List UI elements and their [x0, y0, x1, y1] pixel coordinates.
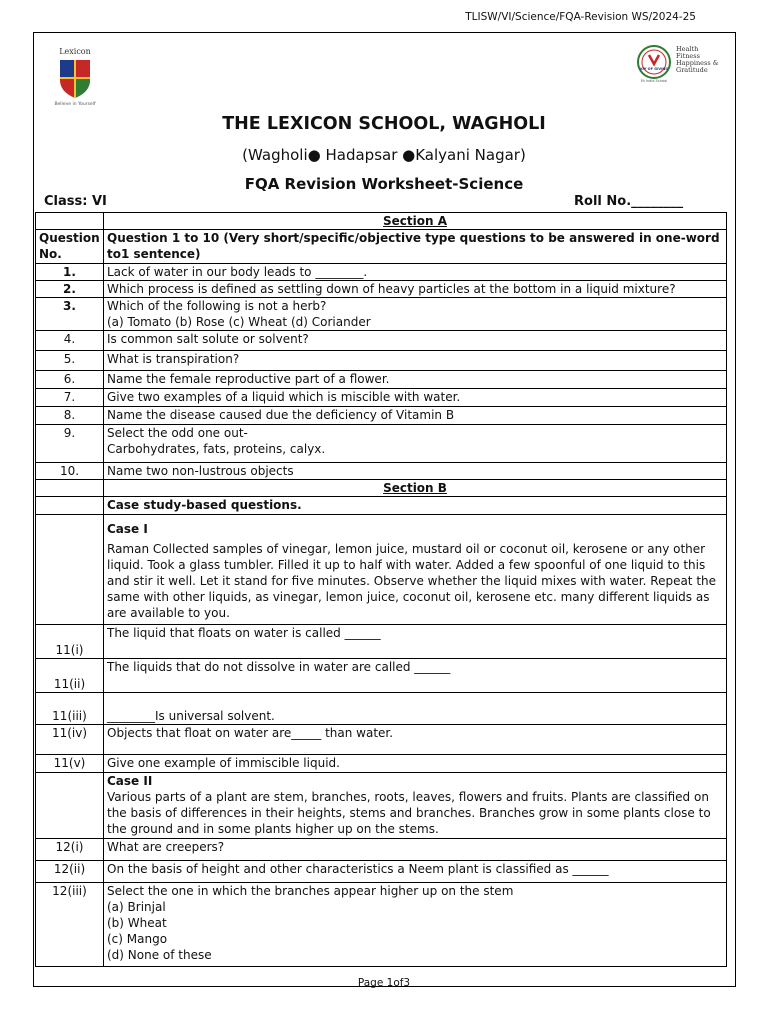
section-b-row — [36, 480, 727, 497]
section-a-header-row — [36, 230, 727, 264]
case-1-title: Case I — [107, 522, 148, 536]
case-1-passage: Raman Collected samples of vinegar, lemon juice, mustard oil or coconut oil, kerosene or any other liquid. Took a glass tumbler. Filled it up to half with water. Added a few spoonful of one liquid to this and stir it well. Let it stand for five minutes. Observe whether the liquid mixes with water. Repeat the same with other liquids, as vinegar, lemon juice, coconut oil, kerosene etc. many different liquids as are available to you. — [107, 542, 717, 620]
table-row: 10. Name two non-lustrous objects — [36, 463, 727, 480]
table-row: 12(iii) Select the one in which the branches appear higher up on the stem (a) Brinjal (b) Wheat (c) Mango (d) None of these — [36, 883, 727, 967]
case-2-row — [36, 773, 727, 839]
badge-line-4: Gratitude — [676, 66, 708, 74]
badge-line-3: Happiness & — [676, 59, 719, 67]
section-b-title: Section B — [104, 480, 727, 497]
table-row: 12(ii) On the basis of height and other characteristics a Neem plant is classified as ______ — [36, 861, 727, 883]
school-logo — [50, 46, 100, 106]
table-row: 9. Select the odd one out- Carbohydrates, fats, proteins, calyx. — [36, 425, 727, 463]
case-2-title: Case II — [107, 774, 153, 788]
question-no-header: Question No. — [36, 230, 104, 264]
option: (d) None of these — [107, 948, 212, 962]
logo-motto: Believe in Yourself — [54, 102, 96, 106]
table-row: 2. Which process is defined as settling down of heavy particles at the bottom in a liquid mixture? — [36, 281, 727, 298]
class-label: Class: VI — [44, 194, 107, 209]
section-b-subtitle-row — [36, 497, 727, 515]
branches: (Wagholi● Hadapsar ●Kalyani Nagar) — [242, 146, 526, 164]
badge-line-1: Health — [676, 45, 699, 53]
table-row: 5. What is transpiration? — [36, 351, 727, 371]
table-row: 12(i) What are creepers? — [36, 839, 727, 861]
option: (a) Brinjal — [107, 900, 166, 914]
option: (c) Mango — [107, 932, 168, 946]
logo-name: Lexicon — [59, 47, 91, 56]
section-a-title: Section A — [104, 213, 727, 230]
table-row: 7. Give two examples of a liquid which is miscible with water. — [36, 389, 727, 407]
table-row: 3. Which of the following is not a herb? (a) Tomato (b) Rose (c) Wheat (d) Coriander — [36, 298, 727, 331]
table-row: 8. Name the disease caused due the deficiency of Vitamin B — [36, 407, 727, 425]
joy-of-giving-badge — [636, 42, 726, 86]
badge-caption: Fit India School — [640, 79, 668, 83]
table-row: 11(iii) ________Is universal solvent. — [36, 693, 727, 725]
badge-line-2: Fitness — [676, 52, 700, 60]
page-number: Page 1of3 — [357, 977, 411, 989]
section-a-instructions: Question 1 to 10 (Very short/specific/objective type questions to be answered in one-word to1 sentence) — [104, 230, 727, 264]
table-row: 11(ii) The liquids that do not dissolve in water are called ______ — [36, 659, 727, 693]
case-2-passage: Various parts of a plant are stem, branches, roots, leaves, flowers and fruits. Plants are classified on the basis of differences in their heights, stems and branches. Branches grow in some plants close to the ground and in some plants higher up on the stems. — [107, 790, 711, 836]
case-1-row — [36, 515, 727, 625]
table-row: 1. Lack of water in our body leads to ________. — [36, 264, 727, 281]
worksheet-table — [35, 212, 727, 967]
roll-number-label: Roll No.________ — [574, 194, 684, 209]
school-name: THE LEXICON SCHOOL, WAGHOLI — [222, 114, 546, 134]
table-row: 11(v) Give one example of immiscible liquid. — [36, 755, 727, 773]
worksheet-title: FQA Revision Worksheet-Science — [244, 175, 524, 193]
table-row: 4. Is common salt solute or solvent? — [36, 331, 727, 351]
badge-inner: JOY OF GIVING — [639, 67, 669, 71]
document-code: TLISW/VI/Science/FQA-Revision WS/2024-25 — [465, 11, 696, 23]
table-row: 6. Name the female reproductive part of a flower. — [36, 371, 727, 389]
option: (b) Wheat — [107, 916, 167, 930]
section-a-row — [36, 213, 727, 230]
table-row: 11(iv) Objects that float on water are_____ than water. — [36, 725, 727, 755]
table-row: 11(i) The liquid that floats on water is called ______ — [36, 625, 727, 659]
section-b-subtitle: Case study-based questions. — [104, 497, 727, 515]
